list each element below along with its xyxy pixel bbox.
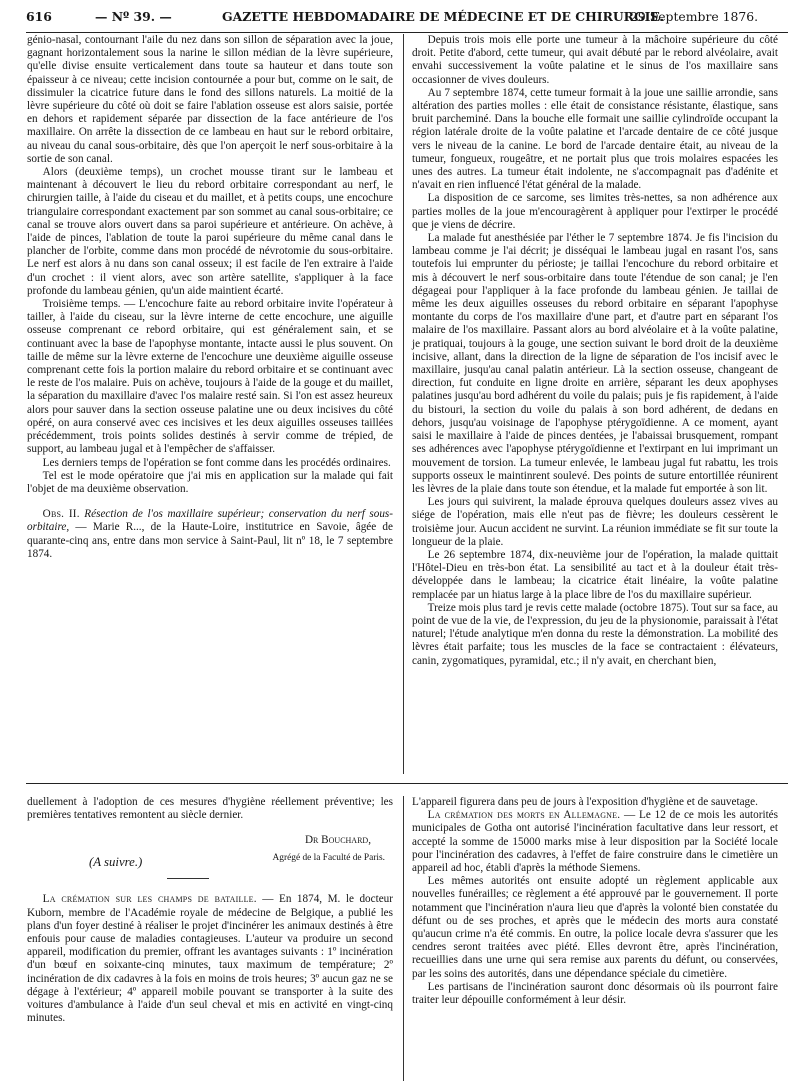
page-header [26,3,786,31]
observation-text: — Marie R..., de la Haute-Loire, institutrice en Savoie, âgée de quarante-cinq ans, entre dans mon service à Saint-Paul, lit nº 18, le 7 septembre 1874. [27,521,393,560]
page-number: 616 [26,9,52,24]
paragraph: Les jours qui suivirent, la malade éprouva quelques douleurs assez vives au siége de l'opération, mais elle n'eut pas de fièvre; les douleurs cessèrent le troisième jour. Aucun accident ne survint. La réunion immédiate se fit sur toute la longueur de la plaie. [412,496,778,548]
news-text: — Le 12 de ce mois les autorités municipales de Gotha ont autorisé l'incinération facultative dans leur ressort, et accepté la somme de 15000 marks mise à leur disposition par la Société locale pour l'incinération des cadavres, à l'effet de faire construire dans le cimetière un appareil ad hoc, établi d'après la méthode Siemens. [412,809,778,875]
news-paragraph [412,809,778,875]
paragraph: Le 26 septembre 1874, dix-neuvième jour de l'opération, la malade quittait l'Hôtel-Dieu en très-bon état. La sensibilité au tact et à la douleur était très-développée dans le lambeau; la cicatrice était linéaire, la voûte palatine remplacée par un hiatus large à la place libre de l'os du maxillaire supérieur. [412,548,778,601]
lower-left-column [27,796,393,1081]
paragraph: Les partisans de l'incinération sauront donc désormais où ils pourront faire traiter leur dépouille conformément à leur désir. [412,980,778,1007]
paragraph: Les derniers temps de l'opération se font comme dans les procédés ordinaires. [42,456,391,469]
observation-label: Obs. II. [42,508,80,521]
upper-left-column [27,34,393,774]
journal-title: GAZETTE HEBDOMADAIRE DE MÉDECINE ET DE CHIRURGIE. [222,9,665,24]
paragraph: duellement à l'adoption de ces mesures d'hygiène réellement préventive; les premières tentatives remontent au siècle dernier. [27,796,393,822]
paragraph: Tel est le mode opératoire que j'ai mis en application sur la malade qui fait l'objet de ma deuxième observation. [27,469,393,495]
column-divider [403,34,404,774]
news-title: La crémation sur les champs de bataille. [42,893,257,906]
observation-paragraph [27,508,393,561]
paragraph: L'appareil figurera dans peu de jours à l'exposition d'hygiène et de sauvetage. [412,796,758,808]
news-text: — En 1874, M. le docteur Kuborn, membre de l'Académie royale de médecine de Belgique, a publié les plans d'un foyer destiné à réaliser le projet d'incinérer les animaux destinés à être enfouis pour cause de maladies contagieuses. L'auteur va produire un second appareil, modification du premier, offrant les avantages suivants : 1º incinération d'un bœuf en soixante-cinq minutes, taux maximum de température; 2º incinération de dix cadavres à la fois en moins de trois heures; 3º aucun gaz ne se dégage à l'extérieur; 4º appareil mobile pouvant se transporter à la suite des voitures d'ambulance à l'aide d'un seul cheval et mis en activité en vingt-cinq minutes. [27,893,393,1025]
to-be-continued: (A suivre.) [89,855,143,870]
column-divider [403,796,404,1081]
paragraph: Au 7 septembre 1874, cette tumeur formait à la joue une saillie arrondie, sans altération des parties molles : elle était de consistance résistante, élastique, sans bruit parcheminé. Dans la bouche elle formait une saillie cylindroïde occupant la région latérale droite de la voûte palatine et l'arcade dentaire de ce côté jusque vers le niveau de la canine. Le bord de l'arcade dentaire était, au niveau de la tumeur, fongueux, rougeâtre, et ne portait plus que trois molaires espacées les unes des autres. La tumeur était indolente, ne s'accompagnait pas d'adénite et n'avait en rien influencé l'état général de la malade. [412,86,778,192]
observation-title: Résection de l'os maxillaire supérieur; conservation du nerf sous-orbitaire, [27,508,393,534]
short-rule [167,878,209,879]
author-affiliation: Agrégé de la Faculté de Paris. [272,853,385,864]
paragraph: Alors (deuxième temps), un crochet mousse tirant sur le lambeau et maintenant à découvert le lieu du rebord orbitaire correspondant au nerf, le chirurgien taille, à l'aide du ciseau et du maillet, et à petits coups, une encochure triangulaire correspondant exactement par son sommet au canal sous-orbitaire; ce canal se trouve alors ouvert dans sa paroi supérieure et antérieure. On achève, à l'aide de pinces, l'ablation de toute la paroi supérieure du même canal dans le plancher de l'orbite, comme dans mon procédé de névrotomie du sous-orbitaire. Le nerf est alors à nu dans son canal osseux; il est facile de l'en extraire à l'aide d'un crochet : il vient alors, avec son artère satellite, s'appliquer à la face profonde du lambeau génien, qu'un aide maintient écarté. [27,166,393,297]
lower-right-column [412,796,778,1081]
section-divider [26,783,788,784]
paragraph: La disposition de ce sarcome, ses limites très-nettes, sa non adhérence aux parties molles de la joue m'encouragèrent à appliquer pour l'extirper le procédé que je viens de décrire. [412,192,778,231]
paragraph: Troisième temps. — L'encochure faite au rebord orbitaire invite l'opérateur à tailler, à l'aide du ciseau, sur la lèvre interne de cette encochure, une aiguille osseuse comprenant ce rebord orbitaire, qui est généralement sain, et se continuant avec la base de l'apophyse montante, intacte aussi le plus souvent. On taille de même sur la lèvre externe de l'encochure une deuxième aiguille osseuse comprenant cette fois la portion malaire du rebord orbitaire et se continuant avec le reste de l'os malaire. Puis on achève, toujours à l'aide de la gouge et du maillet, la séparation du maxillaire d'avec l'os malaire resté sain. Si l'on est assez heureux alors pour sauver dans la section osseuse palatine une ou deux incisives du côté opéré, on aura conservé avec ces incisives et les deux aiguilles osseuses taillées précédemment, trois points solides destinés à servir comme de trépied, de support, au lambeau jugal et à l'empêcher de s'affaisser. [27,298,393,456]
paragraph: Depuis trois mois elle porte une tumeur à la mâchoire supérieure du côté droit. Petite d'abord, cette tumeur, qui avait débuté par le rebord alvéolaire, avait envahi successivement la voûte palatine et le sinus de l'os maxillaire sans occasionner de vives douleurs. [412,34,778,86]
news-paragraph [27,893,393,1025]
issue-date: 29 Septembre 1876. [630,9,759,24]
paragraph: Treize mois plus tard je revis cette malade (octobre 1875). Tout sur sa face, au point de vue de la vie, de l'expression, du jeu de la physionomie, paraissait à l'état naturel; l'étude analytique m'en donna du reste la démonstration. La mobilité des lèvres était parfaite; tous les muscles de la face se contractaient : élévateurs, canin, zygomatiques, pyramidal, etc.; il n'y avait, en cherchant bien, [412,601,778,667]
news-title: La crémation des morts en Allemagne. [427,809,621,822]
author-signature: Dr Bouchard, [304,834,371,847]
paragraph: Les mêmes autorités ont ensuite adopté un règlement applicable aux nouvelles funérailles; ce règlement a été approuvé par le gouvernement. Il porte notamment que l'incinération n'aura lieu que d'après la volonté bien constatée du défunt ou de ses proches, et après que le médecin des morts aura constaté qu'aucun crime n'a été commis. En outre, la police locale devra s'assurer que les cendres seront traitées avec piété. Elles devront être, après l'incinération, recueillies dans une urne qui sera remise aux parents du défunt, ou conservées, par les soins des autorités, dans une dépendance spéciale du cimetière. [412,875,778,980]
signature-row [27,834,393,852]
affiliation-row [27,852,393,874]
paragraph: La malade fut anesthésiée par l'éther le 7 septembre 1874. Je fis l'incision du lambeau comme je l'ai décrit; je disséquai le lambeau jugal en rasant l'os, sans toutefois lui emprunter du périoste; je taillai l'encochure du rebord orbitaire et mis à découvert le nerf sous-orbitaire dans toute l'étendue de son canal; je l'en dégageai pour l'appliquer à la face profonde du lambeau génien. Je taillai de même les deux aiguilles osseuses du rebord orbitaire en séparant l'apophyse montante du corps de l'os maxillaire d'une part, et d'autre part en séparant l'os malaire de l'os maxillaire. Passant alors au bord alvéolaire et à la voûte palatine, je pratiquai, toujours à la gouge, une section suivant le bord droit de la deuxième incisive, allant, dans la direction de la ligne de séparation de l'os incisif avec le maxillaire, jusqu'au canal palatin antérieur. Là la section osseuse, changeant de direction, fut conduite en ligne droite en arrière, séparant les deux apophyses palatines jusqu'au bord adhérent du voile du palais; puis je fis rapidement, à l'aide du bistouri, la section du voile du palais à son bord adhérent, de dedans en dehors, jusqu'au voisinage de l'apophyse ptérygoïdienne. A ce moment, ayant saisi le maxillaire à l'aide de pinces dentées, je l'abaissai brusquement, rompant ses adhérences avec l'apophyse ptérygoïdienne et l'extirpant en lui imprimant un mouvement de torsion. La tumeur enlevée, le lambeau jugal fut rabattu, les trois supports osseux le maintinrent soulevé. Des points de suture entortillée réunirent les lèvres de la plaie dans toute son étendue, et la malade fut emportée à son lit. [412,232,778,495]
header-rule [26,32,788,33]
issue-number: — Nº 39. — [95,9,172,24]
paragraph: génio-nasal, contournant l'aile du nez dans son sillon de séparation avec la joue, gagnant horizontalement sous la narine le sillon médian de la lèvre supérieure, qu'elle divise ensuite verticalement dans toute sa hauteur et dans toute son épaisseur à ce niveau; cette incision contournée a pour but, comme on le sait, de dissimuler la cicatrice future dans le fond des sillons naturels. La moitié de la lèvre supérieure du côté où doit se faire l'ablation osseuse est alors saisie, portée en dehors et rapidement séparée par dissection de la face antérieure de l'os maxillaire. On arrête la dissection de ce lambeau en haut sur le rebord orbitaire, au niveau du canal sous-orbitaire, dès que l'on aperçoit le nerf sous-orbitaire à la sortie de son canal. [27,34,393,165]
upper-right-column [412,34,778,774]
